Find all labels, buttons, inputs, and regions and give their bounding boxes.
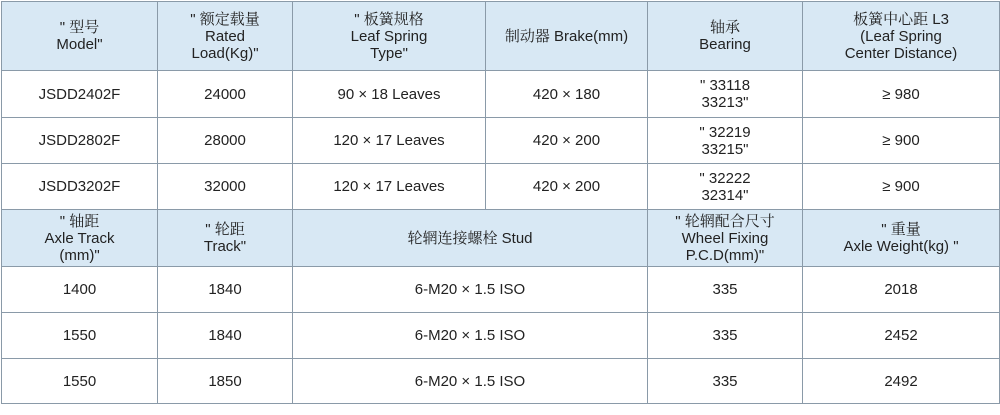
- header-axle-track: " 轴距 Axle Track (mm)": [2, 210, 158, 267]
- axle-track-cell: 1550: [2, 313, 158, 359]
- brake-cell: 420 × 200: [486, 118, 648, 164]
- bearing-cell: " 32222 32314": [648, 164, 803, 210]
- rated-load-cell: 28000: [158, 118, 293, 164]
- track-cell: 1850: [158, 359, 293, 404]
- axle-track-cell: 1400: [2, 267, 158, 313]
- rated-load-cell: 32000: [158, 164, 293, 210]
- center-distance-cell: ≥ 900: [803, 118, 1000, 164]
- header-stud: 轮辋连接螺栓 Stud: [293, 210, 648, 267]
- bearing-cell: " 32219 33215": [648, 118, 803, 164]
- leaf-spring-cell: 120 × 17 Leaves: [293, 118, 486, 164]
- leaf-spring-cell: 90 × 18 Leaves: [293, 71, 486, 118]
- table-row: [2, 71, 1000, 118]
- stud-cell: 6-M20 × 1.5 ISO: [293, 267, 648, 313]
- table-row: [2, 313, 1000, 359]
- table-row: [2, 118, 1000, 164]
- model-cell: JSDD2802F: [2, 118, 158, 164]
- track-cell: 1840: [158, 313, 293, 359]
- header-bearing: 轴承 Bearing: [648, 2, 803, 71]
- header-rated-load: " 额定载量 Rated Load(Kg)": [158, 2, 293, 71]
- bearing-cell: " 33118 33213": [648, 71, 803, 118]
- rated-load-cell: 24000: [158, 71, 293, 118]
- header-leaf-spring-type: " 板簧规格 Leaf Spring Type": [293, 2, 486, 71]
- pcd-cell: 335: [648, 313, 803, 359]
- header-track: " 轮距 Track": [158, 210, 293, 267]
- center-distance-cell: ≥ 980: [803, 71, 1000, 118]
- header-wheel-fixing-pcd: " 轮辋配合尺寸 Wheel Fixing P.C.D(mm)": [648, 210, 803, 267]
- axle-weight-cell: 2492: [803, 359, 1000, 404]
- model-cell: JSDD2402F: [2, 71, 158, 118]
- brake-cell: 420 × 180: [486, 71, 648, 118]
- center-distance-cell: ≥ 900: [803, 164, 1000, 210]
- header-model: " 型号 Model": [2, 2, 158, 71]
- pcd-cell: 335: [648, 267, 803, 313]
- header-axle-weight: " 重量 Axle Weight(kg) ": [803, 210, 1000, 267]
- stud-cell: 6-M20 × 1.5 ISO: [293, 359, 648, 404]
- header-brake: 制动器 Brake(mm): [486, 2, 648, 71]
- header-row-1: [2, 2, 1000, 71]
- stud-cell: 6-M20 × 1.5 ISO: [293, 313, 648, 359]
- table-row: [2, 359, 1000, 404]
- axle-weight-cell: 2018: [803, 267, 1000, 313]
- header-leaf-spring-center-distance: 板簧中心距 L3 (Leaf Spring Center Distance): [803, 2, 1000, 71]
- track-cell: 1840: [158, 267, 293, 313]
- header-row-2: [2, 210, 1000, 267]
- pcd-cell: 335: [648, 359, 803, 404]
- axle-track-cell: 1550: [2, 359, 158, 404]
- table-row: [2, 267, 1000, 313]
- table-row: [2, 164, 1000, 210]
- axle-spec-table: [1, 1, 1000, 404]
- leaf-spring-cell: 120 × 17 Leaves: [293, 164, 486, 210]
- model-cell: JSDD3202F: [2, 164, 158, 210]
- axle-weight-cell: 2452: [803, 313, 1000, 359]
- brake-cell: 420 × 200: [486, 164, 648, 210]
